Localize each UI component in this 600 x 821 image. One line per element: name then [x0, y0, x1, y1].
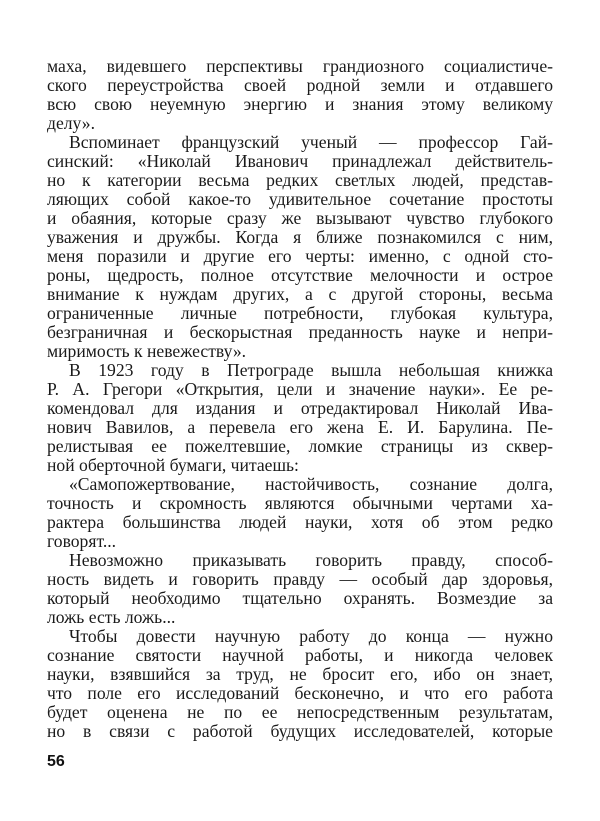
text-line: делу».: [47, 113, 95, 133]
text-line: В 1923 году в Петрограде вышла небольшая книжка: [69, 360, 553, 380]
text-line: будет оценена не по ее непосредственным результатам,: [47, 702, 553, 722]
text-line: роны, щедрость, полное отсутствие мелочности и острое: [47, 265, 553, 285]
text-line: науки, взявшийся за труд, не бросит его, ибо он знает,: [47, 664, 553, 684]
text-line: ной оберточной бумаги, читаешь:: [47, 455, 299, 475]
text-line: но в связи с работой будущих исследователей, которые: [47, 721, 553, 741]
text-line: точность и скромность являются обычными чертами ха-: [47, 493, 553, 513]
text-line: но к категории весьма редких светлых людей, представ-: [47, 170, 553, 190]
page-number: 56: [47, 753, 65, 770]
text-line: ского переустройства своей родной земли и отдавшего: [47, 75, 553, 95]
text-line: нович Вавилов, а перевела его жена Е. И. Барулина. Пе-: [47, 417, 553, 437]
text-line: сознание святости научной работы, и никогда человек: [47, 645, 553, 665]
text-line: говорят...: [47, 531, 117, 551]
text-line: ляющих собой какое-то удивительное сочетание простоты: [47, 189, 553, 209]
text-line: рактера большинства людей науки, хотя об этом редко: [47, 512, 553, 532]
text-line: «Самопожертвование, настойчивость, сознание долга,: [69, 474, 553, 494]
book-page-text: [47, 57, 553, 741]
text-line: ограниченные личные потребности, глубокая культура,: [47, 303, 553, 323]
text-line: Чтобы довести научную работу до конца — нужно: [69, 626, 553, 646]
text-line: комендовал для издания и отредактировал Николай Ива-: [47, 398, 553, 418]
text-line: внимание к нуждам других, а с другой стороны, весьма: [47, 284, 553, 304]
text-line: безграничная и бескорыстная преданность науке и непри-: [47, 322, 553, 342]
text-line: который необходимо тщательно охранять. Возмездие за: [47, 588, 553, 608]
text-line: Р. А. Грегори «Открытия, цели и значение науки». Ее ре-: [47, 379, 553, 399]
text-line: ложь есть ложь...: [47, 607, 176, 627]
text-line: ность видеть и говорить правду — особый дар здоровья,: [47, 569, 553, 589]
text-line: релистывая ее пожелтевшие, ломкие страницы из сквер-: [47, 436, 553, 456]
text-line: синский: «Николай Иванович принадлежал действитель-: [47, 151, 553, 171]
text-line: миримость к невежеству».: [47, 341, 247, 361]
text-line: и обаяния, которые сразу же вызывают чувство глубокого: [47, 208, 553, 228]
text-line: Невозможно приказывать говорить правду, способ-: [69, 550, 553, 570]
text-line: всю свою неуемную энергию и знания этому великому: [47, 94, 553, 114]
text-line: меня поразили и другие его черты: именно, с одной сто-: [47, 246, 553, 266]
text-line: маха, видевшего перспективы грандиозного социалистиче-: [47, 56, 553, 76]
text-line: уважения и дружбы. Когда я ближе познакомился с ним,: [47, 227, 553, 247]
text-line: Вспоминает французский ученый — профессор Гай-: [69, 132, 553, 152]
text-line: что поле его исследований бесконечно, и что его работа: [47, 683, 553, 703]
